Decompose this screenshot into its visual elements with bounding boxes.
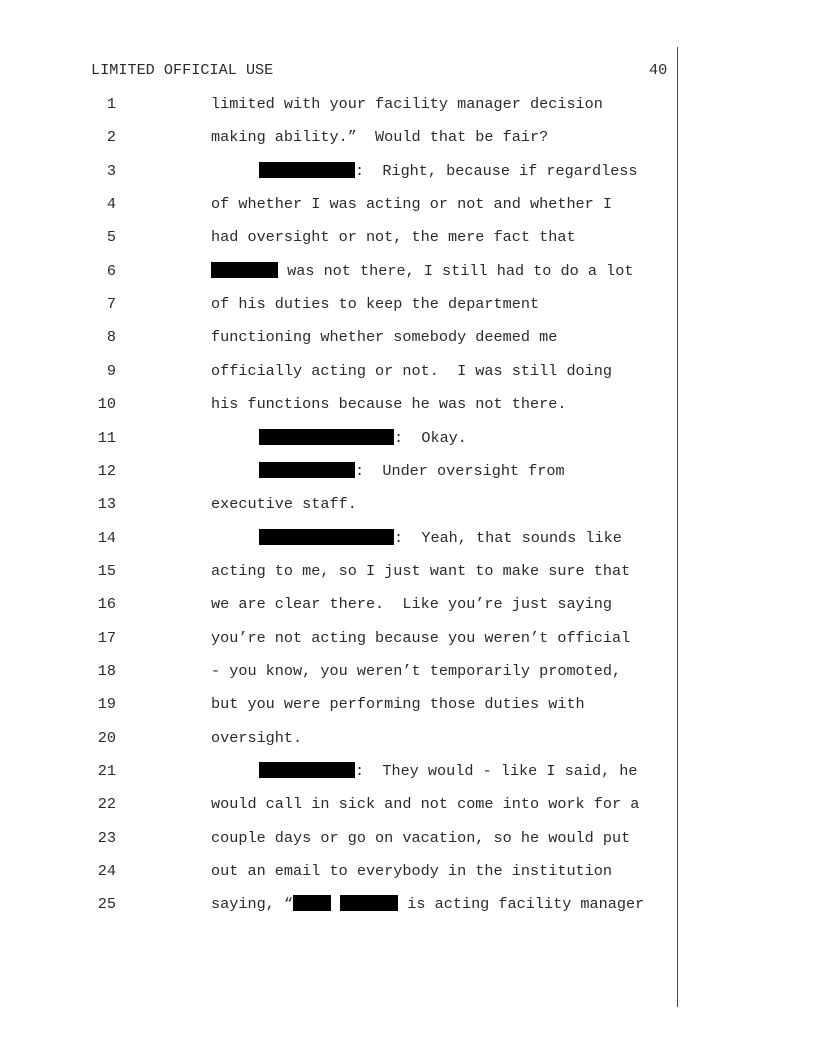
line-text [211, 494, 357, 514]
line-text [211, 694, 585, 714]
line-text-segment: executive staff. [211, 495, 357, 514]
line-text [211, 628, 630, 648]
line-text-segment: limited with your facility manager decision [211, 95, 603, 113]
line-text [211, 561, 630, 581]
line-text-segment: his functions because he was not there. [211, 395, 567, 414]
line-number: 4 [106, 195, 116, 214]
line-number: 10 [97, 395, 116, 414]
line-text-segment: acting to me, so I just want to make sure that [211, 561, 631, 580]
line-text [259, 761, 638, 781]
line-text-segment: was not there, I still had to do a lot [278, 261, 634, 280]
line-text-segment: : Okay. [394, 428, 467, 447]
redaction-box [259, 162, 355, 178]
line-number: 24 [97, 862, 116, 881]
line-number: 21 [97, 762, 116, 780]
line-number: 18 [97, 661, 116, 680]
line-text [211, 261, 633, 281]
page-number: 40 [649, 61, 668, 79]
line-number: 2 [106, 128, 116, 147]
line-text-segment: functioning whether somebody deemed me [211, 328, 558, 347]
line-text [259, 161, 638, 181]
line-text-segment: but you were performing those duties with [211, 695, 585, 714]
redaction-box [259, 429, 394, 445]
line-text-segment: had oversight or not, the mere fact that [211, 228, 576, 247]
line-number: 14 [97, 528, 116, 547]
redaction-box [259, 529, 394, 545]
line-number: 6 [106, 261, 116, 280]
line-text [211, 94, 603, 114]
line-text-segment: : Under oversight from [355, 461, 565, 480]
line-number: 23 [97, 828, 116, 847]
line-number: 9 [106, 361, 116, 380]
redaction-box [259, 462, 355, 478]
line-text-segment: of his duties to keep the department [211, 295, 540, 314]
line-text-segment: officially acting or not. I was still doing [211, 361, 613, 380]
line-text [211, 327, 557, 347]
line-text [211, 728, 302, 748]
line-text-segment: of whether I was acting or not and whether I [211, 195, 613, 214]
redaction-box [259, 762, 355, 778]
line-number: 3 [106, 161, 116, 180]
margin-rule [677, 47, 678, 1007]
redaction-box [340, 895, 398, 911]
line-text-segment: couple days or go on vacation, so he would put [211, 828, 631, 847]
line-text-segment: is acting facility manager [398, 895, 645, 914]
line-number: 20 [97, 728, 116, 747]
line-text-segment: : Yeah, that sounds like [394, 528, 622, 547]
line-number: 25 [97, 895, 116, 914]
line-text [211, 227, 576, 247]
line-number: 12 [97, 461, 116, 480]
line-number: 22 [97, 795, 116, 814]
line-number: 5 [106, 228, 116, 247]
line-text-segment: oversight. [211, 728, 303, 747]
line-number: 16 [97, 595, 116, 614]
line-text [259, 428, 467, 448]
line-text-segment: saying, “ [211, 895, 294, 914]
line-text [211, 861, 612, 881]
redaction-box [211, 262, 278, 278]
line-number: 13 [97, 495, 116, 514]
line-number: 7 [106, 295, 116, 314]
redaction-box [293, 895, 331, 911]
line-text [211, 127, 548, 147]
line-text [211, 661, 621, 681]
line-number: 11 [97, 428, 116, 447]
line-number: 8 [106, 328, 116, 347]
line-text-segment: - you know, you weren’t temporarily promoted, [211, 661, 622, 680]
header-classification: LIMITED OFFICIAL USE [91, 61, 274, 79]
line-text-segment [331, 895, 340, 913]
line-text [211, 361, 612, 381]
line-text [211, 394, 566, 414]
line-text [211, 294, 539, 314]
line-text-segment: you’re not acting because you weren’t official [211, 628, 631, 647]
line-number: 1 [106, 95, 116, 113]
line-text [259, 528, 622, 548]
line-number: 17 [97, 628, 116, 647]
line-text [211, 794, 639, 814]
line-text [211, 828, 630, 848]
line-number: 19 [97, 695, 116, 714]
line-text-segment: : They would - like I said, he [355, 762, 638, 780]
line-text-segment: making ability.” Would that be fair? [211, 128, 549, 147]
line-text [211, 194, 612, 214]
line-text [211, 894, 644, 914]
line-text [259, 461, 565, 481]
line-text-segment: out an email to everybody in the institution [211, 862, 613, 881]
line-number: 15 [97, 561, 116, 580]
line-text-segment: would call in sick and not come into work for a [211, 795, 640, 814]
line-text-segment: : Right, because if regardless [355, 161, 638, 180]
line-text [211, 594, 612, 614]
line-text-segment: we are clear there. Like you’re just saying [211, 595, 613, 614]
